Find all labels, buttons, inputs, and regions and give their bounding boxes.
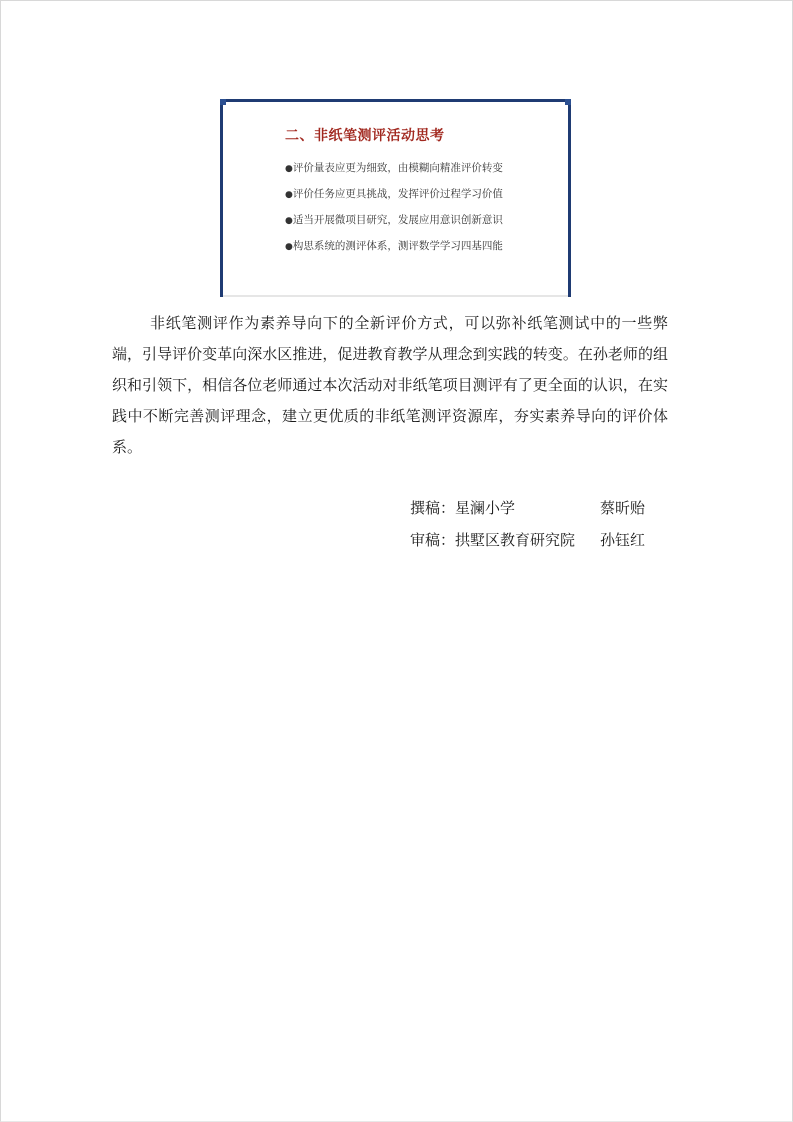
slide-bullet-text: 构思系统的测评体系，测评数学学习四基四能 (292, 240, 503, 252)
bullet-icon: ● (285, 164, 293, 174)
slide-bullet-item (285, 238, 503, 264)
slide-bullet-text: 评价任务应更具挑战，发挥评价过程学习价值 (292, 188, 503, 200)
body-paragraph: 非纸笔测评作为素养导向下的全新评价方式，可以弥补纸笔测试中的一些弊端，引导评价变革向深水区推进，促进教育教学从理念到实践的转变。在孙老师的组织和引领下，相信各位老师通过本次活动对非纸笔项目测评有了更全面的认识，在实践中不断完善测评理念，建立更优质的非纸笔测评资源库，夯实素养导向的评价体系。 (112, 314, 668, 456)
reviewer-name: 孙钰红 (600, 531, 646, 549)
slide-image (220, 99, 571, 297)
slide-bullet-text: 适当开展微项目研究，发展应用意识创新意识 (292, 214, 503, 226)
slide-bullet-item (285, 186, 503, 212)
slide-bullet-item (285, 212, 503, 238)
slide-bullet-text: 评价量表应更为细致，由模糊向精准评价转变 (292, 162, 503, 174)
bullet-icon: ● (285, 190, 293, 200)
bullet-icon: ● (285, 216, 293, 226)
reviewer-label: 审稿：拱墅区教育研究院 (410, 531, 576, 549)
author-label: 撰稿：星澜小学 (410, 499, 516, 517)
slide-title: 二、非纸笔测评活动思考 (285, 128, 445, 144)
slide-bullet-item (285, 160, 503, 186)
author-name: 蔡昕贻 (600, 499, 646, 517)
bullet-icon: ● (285, 242, 293, 252)
slide-corner-right (565, 99, 571, 105)
slide-bullet-list (285, 160, 503, 264)
slide-corner-left (220, 99, 226, 105)
